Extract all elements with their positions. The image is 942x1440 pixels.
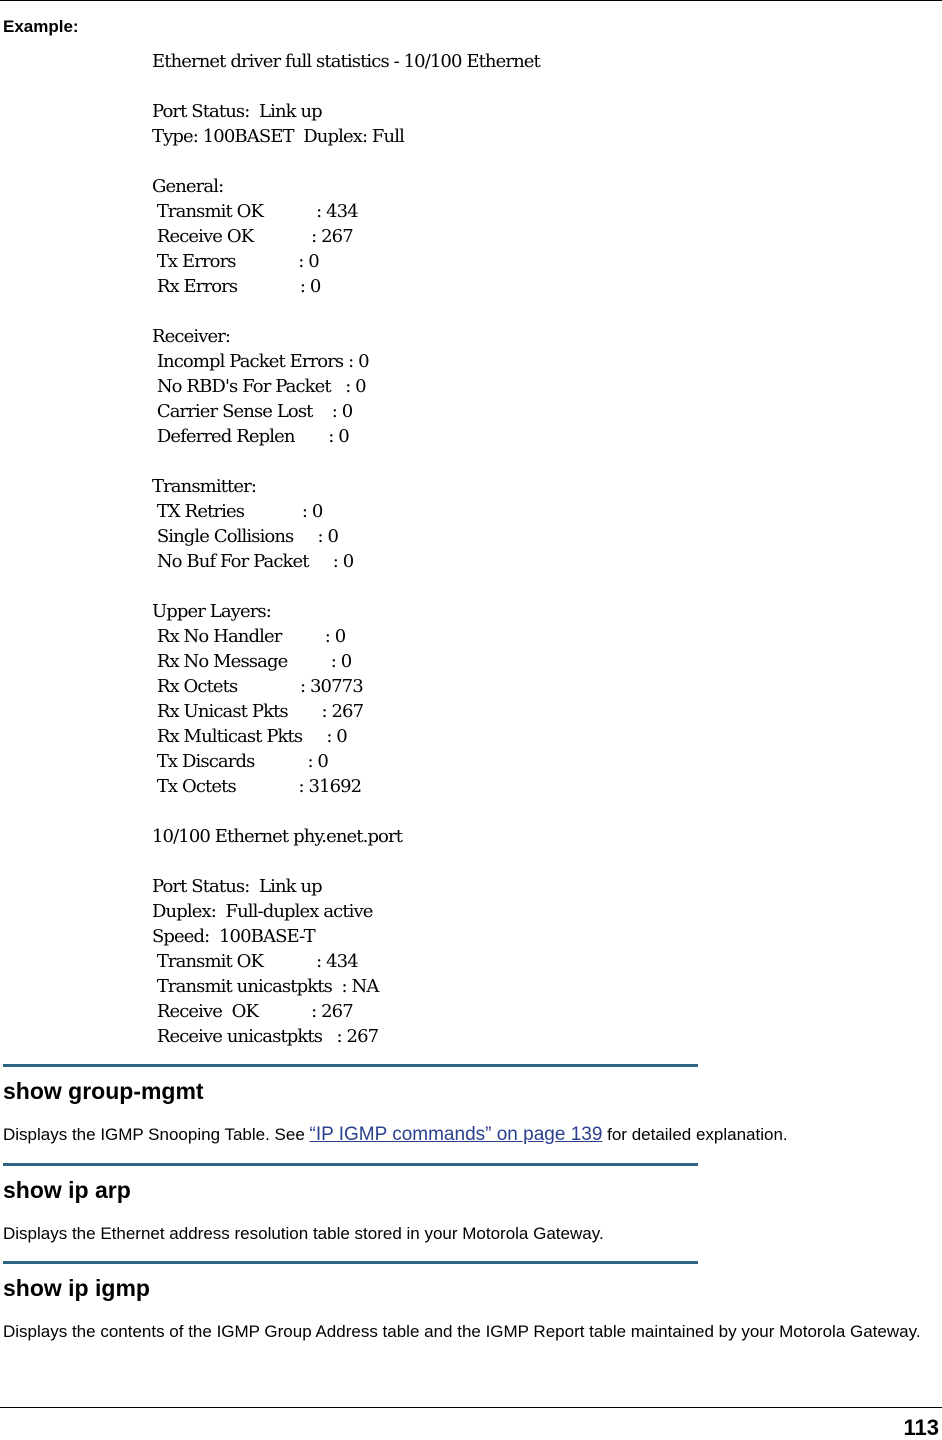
code-line: No Buf For Packet : 0 — [152, 551, 354, 572]
code-line: Deferred Replen : 0 — [152, 426, 349, 447]
code-line: Upper Layers: — [152, 601, 271, 622]
section-show-ip-igmp — [3, 1261, 939, 1342]
code-line: Transmit OK : 434 — [152, 201, 358, 222]
code-line: Receive OK : 267 — [152, 1001, 353, 1022]
top-rule — [0, 0, 942, 1]
section-description: Displays the Ethernet address resolution table stored in your Motorola Gateway. — [3, 1224, 604, 1243]
code-line: Receiver: — [152, 326, 231, 347]
code-line: Rx Errors : 0 — [152, 276, 321, 297]
code-line: Type: 100BASET Duplex: Full — [152, 126, 404, 147]
section-show-group-mgmt — [3, 1064, 939, 1145]
code-line: Speed: 100BASE-T — [152, 926, 315, 947]
section-rule — [3, 1261, 698, 1264]
description-text: Displays the IGMP Snooping Table. See — [3, 1125, 310, 1144]
code-line: TX Retries : 0 — [152, 501, 323, 522]
code-line: Duplex: Full-duplex active — [152, 901, 373, 922]
section-title: show group-mgmt — [3, 1078, 204, 1104]
footer-rule — [0, 1407, 942, 1408]
section-title: show ip igmp — [3, 1275, 150, 1301]
code-line: Transmit OK : 434 — [152, 951, 358, 972]
code-line: Port Status: Link up — [152, 101, 322, 122]
code-line: Receive OK : 267 — [152, 226, 353, 247]
section-title: show ip arp — [3, 1177, 131, 1203]
code-line: Rx Multicast Pkts : 0 — [152, 726, 347, 747]
code-line: Receive unicastpkts : 267 — [152, 1026, 379, 1047]
code-line: Ethernet driver full statistics - 10/100 Ethernet — [152, 51, 540, 72]
description-text: for detailed explanation. — [602, 1125, 788, 1144]
section-description — [3, 1124, 939, 1145]
code-line: 10/100 Ethernet phy.enet.port — [152, 826, 403, 847]
code-line: Tx Discards : 0 — [152, 751, 328, 772]
section-rule — [3, 1163, 698, 1166]
code-line: Carrier Sense Lost : 0 — [152, 401, 353, 422]
code-line: Transmit unicastpkts : NA — [152, 976, 379, 997]
example-label: Example: — [3, 17, 79, 36]
section-show-ip-arp — [3, 1163, 939, 1244]
code-line: Incompl Packet Errors : 0 — [152, 351, 369, 372]
code-example-block — [152, 49, 540, 1049]
code-line: No RBD's For Packet : 0 — [152, 376, 366, 397]
code-line: Rx Unicast Pkts : 267 — [152, 701, 364, 722]
code-line: Single Collisions : 0 — [152, 526, 339, 547]
code-line: Transmitter: — [152, 476, 256, 497]
code-line: Rx No Handler : 0 — [152, 626, 346, 647]
code-line: Rx Octets : 30773 — [152, 676, 363, 697]
code-line: Port Status: Link up — [152, 876, 322, 897]
section-description: Displays the contents of the IGMP Group Address table and the IGMP Report table maintained by your Motorola Gateway. — [3, 1322, 921, 1341]
code-line: Tx Errors : 0 — [152, 251, 319, 272]
code-line: Rx No Message : 0 — [152, 651, 352, 672]
cross-reference-link[interactable]: “IP IGMP commands” on page 139 — [309, 1124, 603, 1145]
page-number: 113 — [903, 1415, 939, 1440]
code-line: Tx Octets : 31692 — [152, 776, 362, 797]
code-line: General: — [152, 176, 224, 197]
section-rule — [3, 1064, 698, 1067]
